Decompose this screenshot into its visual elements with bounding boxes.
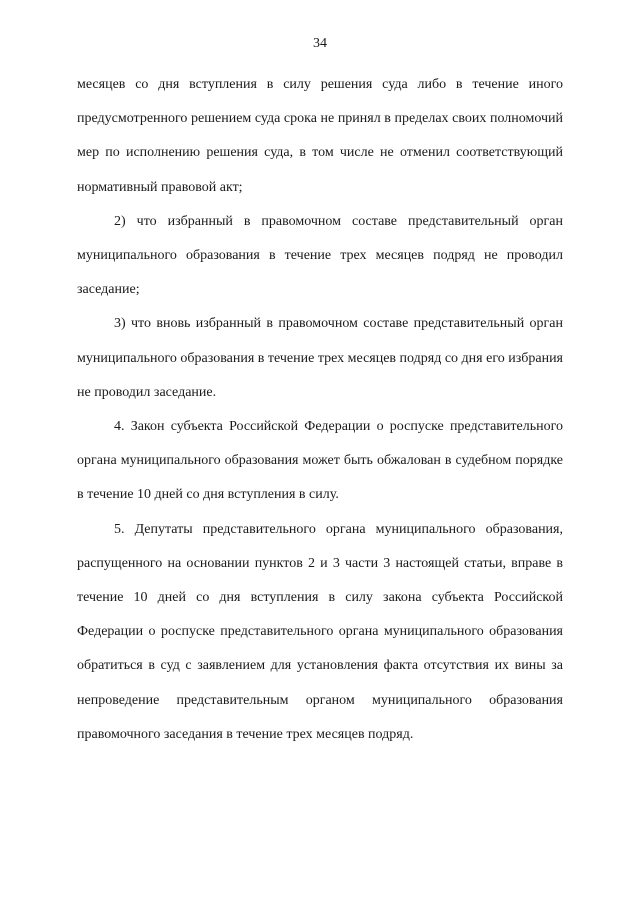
paragraph-section-5: 5. Депутаты представительного органа муниципального образования, распущенного на основании пунктов 2 и 3 части 3 настоящей статьи, вправе в течение 10 дней со дня вступления в силу закона субъекта Российской Федерации о роспуске представительного органа муниципального образования обратиться в суд с заявлением для установления факта отсутствия их вины за непроведение представительным органом муниципального образования правомочного заседания в течение трех месяцев подряд. [77, 521, 563, 742]
paragraph-item-2: 2) что избранный в правомочном составе представительный орган муниципального образования в течение трех месяцев подряд не проводил заседание; [77, 213, 563, 298]
paragraph-item-3: 3) что вновь избранный в правомочном составе представительный орган муниципального образования в течение трех месяцев подряд со дня его избрания не проводил заседание. [77, 316, 563, 400]
paragraph-continuation: месяцев со дня вступления в силу решения суда либо в течение иного предусмотренного решением суда срока не принял в пределах своих полномочий мер по исполнению решения суда, в том числе не отменил соответствующий нормативный правовой акт; [77, 77, 563, 195]
paragraph-section-4: 4. Закон субъекта Российской Федерации о роспуске представительного органа муниципального образования может быть обжалован в судебном порядке в течение 10 дней со дня вступления в силу. [77, 419, 563, 503]
page-number: 34 [313, 36, 327, 51]
document-body [77, 68, 563, 752]
